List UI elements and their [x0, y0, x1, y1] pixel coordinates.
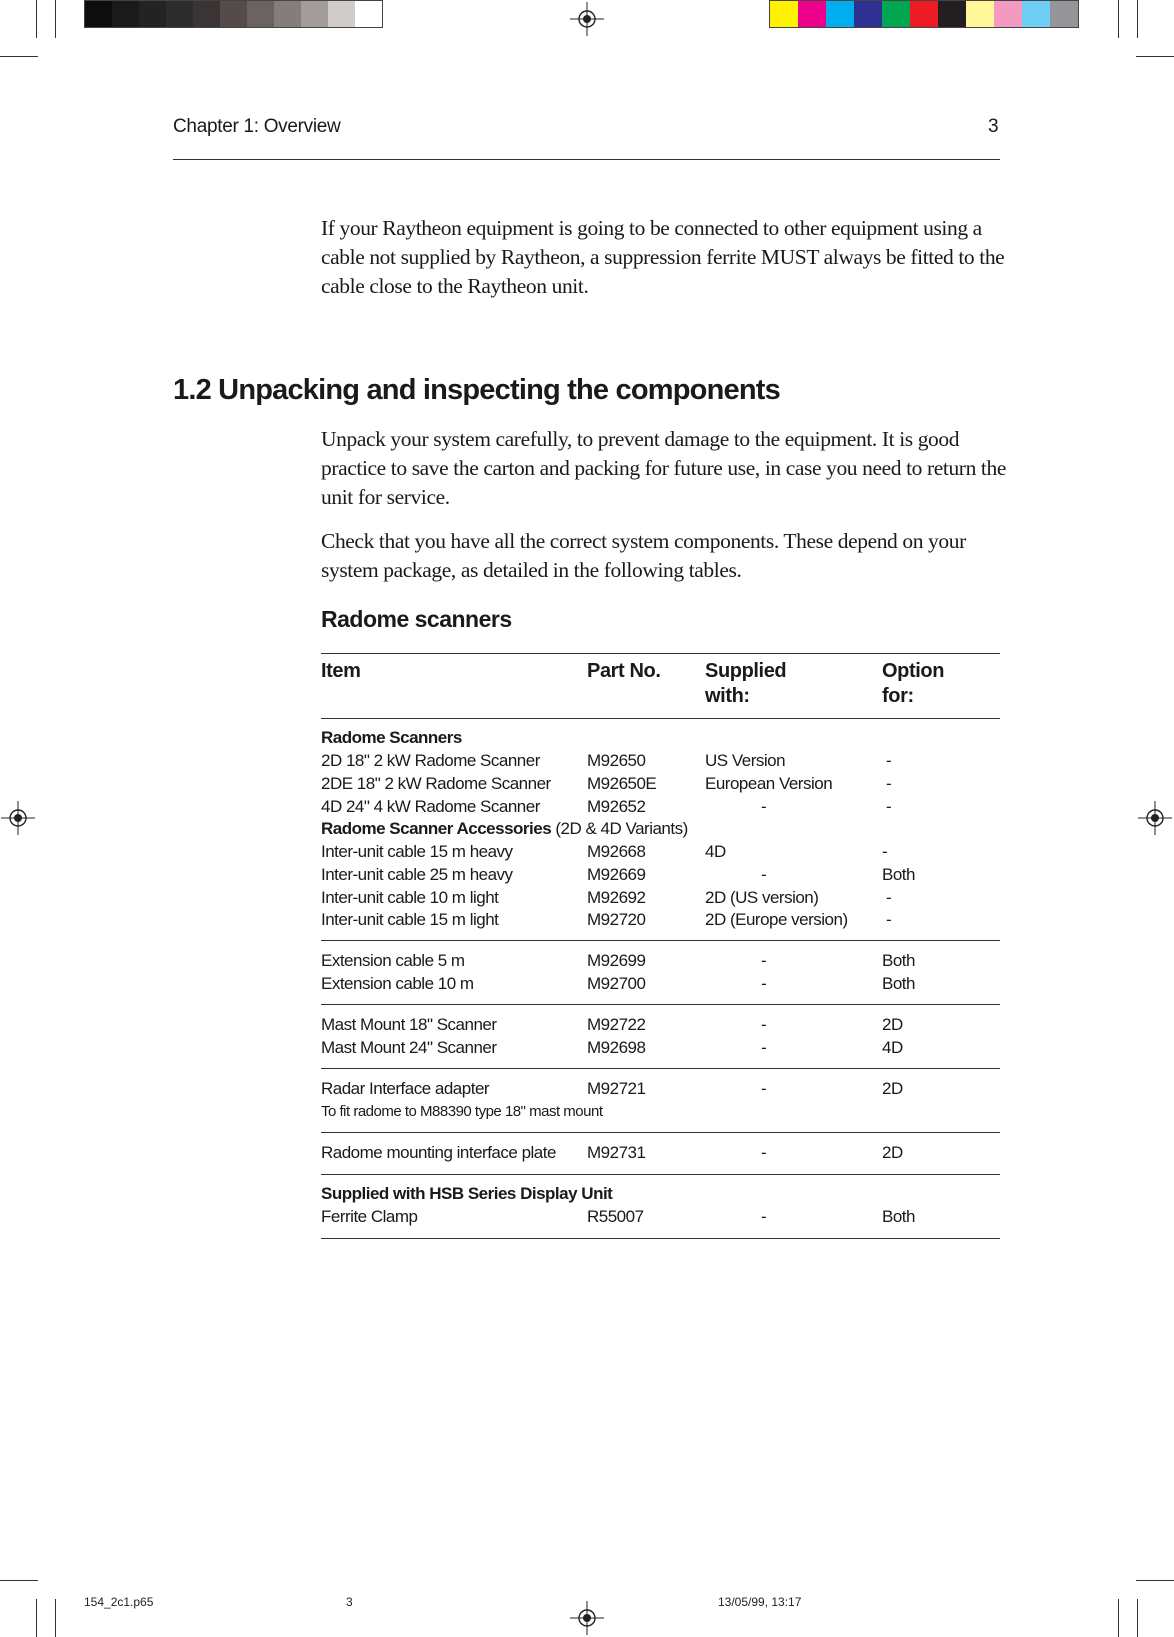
crop-mark: [36, 1599, 37, 1637]
crop-mark: [1118, 1599, 1119, 1637]
gray-swatch: [274, 1, 301, 27]
cell-part-no: M92699: [587, 951, 646, 970]
group-heading: Supplied with HSB Series Display Unit: [321, 1184, 613, 1203]
footer-filename: 154_2c1.p65: [84, 1595, 154, 1609]
table-row: [321, 796, 1000, 819]
gray-swatch: [112, 1, 139, 27]
color-swatch: [854, 1, 882, 27]
table-note-row: [321, 1101, 1000, 1124]
cell-option-for: Both: [882, 951, 915, 970]
color-swatch: [966, 1, 994, 27]
page-number: 3: [988, 116, 999, 137]
gray-swatch: [328, 1, 355, 27]
cell-option-for: -: [886, 888, 892, 907]
cell-part-no: M92650: [587, 751, 646, 770]
cell-supplied-with: -: [761, 1079, 767, 1098]
table-row: [321, 950, 1000, 973]
registration-mark-icon: [570, 2, 604, 36]
cell-part-no: R55007: [587, 1207, 644, 1226]
table-note: To fit radome to M88390 type 18" mast mount: [321, 1103, 603, 1120]
crop-mark: [36, 0, 37, 38]
cell-supplied-with: -: [761, 865, 767, 884]
column-header-part-no: Part No.: [587, 660, 661, 682]
table-divider: [321, 1174, 1000, 1175]
group-heading-row: [321, 727, 1000, 750]
crop-mark: [55, 0, 56, 38]
cell-option-for: Both: [882, 1207, 915, 1226]
color-swatch: [798, 1, 826, 27]
cell-part-no: M92668: [587, 842, 646, 861]
table-row: [321, 841, 1000, 864]
cell-supplied-with: 4D: [705, 842, 726, 861]
cell-supplied-with: 2D (US version): [705, 888, 819, 907]
gray-swatch: [166, 1, 193, 27]
table-divider: [321, 1132, 1000, 1133]
cell-option-for: 2D: [882, 1143, 903, 1162]
crop-mark: [55, 1599, 56, 1637]
crop-mark: [1118, 0, 1119, 38]
cell-option-for: -: [886, 910, 892, 929]
column-header-supplied-with: Supplied with:: [705, 660, 787, 707]
intro-paragraph: If your Raytheon equipment is going to be connected to other equipment using a cable not supplied by Raytheon, a suppression ferrite MUST always be fitted to the cable close to the Raytheon unit.: [321, 216, 1005, 298]
registration-mark-icon: [570, 1601, 604, 1635]
cell-item: Radome mounting interface plate: [321, 1143, 556, 1162]
color-swatch: [1050, 1, 1078, 27]
gray-swatch: [220, 1, 247, 27]
cell-item: 4D 24" 4 kW Radome Scanner: [321, 797, 540, 816]
crop-mark: [1137, 0, 1138, 38]
crop-mark: [1136, 56, 1174, 57]
cell-item: Inter-unit cable 10 m light: [321, 888, 499, 907]
group-heading-suffix: (2D & 4D Variants): [551, 819, 688, 838]
section-heading: 1.2 Unpacking and inspecting the components: [173, 374, 780, 406]
table-row: [321, 1014, 1000, 1037]
cell-part-no: M92650E: [587, 774, 657, 793]
cell-part-no: M92692: [587, 888, 646, 907]
footer-page: 3: [346, 1595, 353, 1609]
table-row: [321, 909, 1000, 932]
cell-part-no: M92669: [587, 865, 646, 884]
crop-mark: [1137, 1599, 1138, 1637]
group-heading-row: [321, 1183, 1000, 1206]
cell-supplied-with: -: [761, 1015, 767, 1034]
table-row: [321, 1037, 1000, 1060]
table-row: [321, 750, 1000, 773]
cell-option-for: 2D: [882, 1015, 903, 1034]
table-row: [321, 1078, 1000, 1101]
table-title: Radome scanners: [321, 606, 512, 632]
running-head: Chapter 1: Overview: [173, 116, 341, 137]
cell-supplied-with: 2D (Europe version): [705, 910, 848, 929]
footer-date: 13/05/99, 13:17: [718, 1595, 802, 1609]
color-swatch: [882, 1, 910, 27]
gray-swatch: [193, 1, 220, 27]
color-swatch: [826, 1, 854, 27]
cell-supplied-with: -: [761, 1038, 767, 1057]
cell-supplied-with: European Version: [705, 774, 833, 793]
table-row: [321, 1206, 1000, 1229]
section-paragraph-2: Check that you have all the correct system components. These depend on your system package, as detailed in the following tables.: [321, 529, 966, 582]
cell-option-for: -: [886, 774, 892, 793]
table-row: [321, 887, 1000, 910]
header-rule: [173, 159, 1000, 160]
cell-item: Mast Mount 18" Scanner: [321, 1015, 497, 1034]
cell-item: 2DE 18" 2 kW Radome Scanner: [321, 774, 551, 793]
table-row: [321, 973, 1000, 996]
cell-item: Inter-unit cable 15 m light: [321, 910, 499, 929]
table-row: [321, 864, 1000, 887]
cell-option-for: -: [886, 797, 892, 816]
section-paragraph-1: Unpack your system carefully, to prevent damage to the equipment. It is good practice to save the carton and packing for future use, in case you need to return the unit for service.: [321, 427, 1006, 509]
cell-item: Ferrite Clamp: [321, 1207, 418, 1226]
color-swatch: [994, 1, 1022, 27]
table-divider: [321, 940, 1000, 941]
gray-calibration-bar: [84, 0, 383, 28]
cell-supplied-with: -: [761, 951, 767, 970]
crop-mark: [0, 1580, 38, 1581]
table-row: [321, 1142, 1000, 1165]
cell-part-no: M92700: [587, 974, 646, 993]
group-heading-row: [321, 818, 1000, 841]
registration-mark-icon: [1, 801, 35, 835]
cell-part-no: M92652: [587, 797, 646, 816]
cell-item: Inter-unit cable 25 m heavy: [321, 865, 513, 884]
cell-item: Radar Interface adapter: [321, 1079, 490, 1098]
table-row: [321, 773, 1000, 796]
table-bottom-rule: [321, 1238, 1000, 1239]
color-calibration-bar: [769, 0, 1079, 28]
table-divider: [321, 1068, 1000, 1069]
cell-supplied-with: -: [761, 1143, 767, 1162]
group-heading: Radome Scanners: [321, 728, 462, 747]
table-top-rule: [321, 653, 1000, 654]
cell-part-no: M92721: [587, 1079, 646, 1098]
cell-option-for: Both: [882, 865, 915, 884]
color-swatch: [910, 1, 938, 27]
crop-mark: [1136, 1580, 1174, 1581]
cell-part-no: M92720: [587, 910, 646, 929]
cell-supplied-with: -: [761, 974, 767, 993]
cell-part-no: M92731: [587, 1143, 646, 1162]
table-divider: [321, 1004, 1000, 1005]
cell-option-for: Both: [882, 974, 915, 993]
cell-item: Inter-unit cable 15 m heavy: [321, 842, 513, 861]
group-heading-bold: Radome Scanner Accessories: [321, 819, 552, 838]
cell-supplied-with: US Version: [705, 751, 786, 770]
cell-option-for: -: [882, 842, 888, 861]
cell-option-for: 2D: [882, 1079, 903, 1098]
cell-item: Extension cable 5 m: [321, 951, 465, 970]
crop-mark: [0, 56, 38, 57]
gray-swatch: [355, 1, 382, 27]
cell-option-for: 4D: [882, 1038, 903, 1057]
color-swatch: [938, 1, 966, 27]
header-rule: [321, 718, 1000, 719]
color-swatch: [1022, 1, 1050, 27]
cell-part-no: M92722: [587, 1015, 646, 1034]
column-header-item: Item: [321, 660, 361, 682]
cell-item: Extension cable 10 m: [321, 974, 474, 993]
column-header-option-for: Option for:: [882, 660, 945, 707]
cell-supplied-with: -: [761, 797, 767, 816]
gray-swatch: [139, 1, 166, 27]
cell-option-for: -: [886, 751, 892, 770]
cell-item: 2D 18" 2 kW Radome Scanner: [321, 751, 540, 770]
gray-swatch: [301, 1, 328, 27]
color-swatch: [770, 1, 798, 27]
group-heading: [321, 818, 688, 841]
cell-supplied-with: -: [761, 1207, 767, 1226]
gray-swatch: [247, 1, 274, 27]
registration-mark-icon: [1138, 801, 1172, 835]
gray-swatch: [85, 1, 112, 27]
cell-item: Mast Mount 24" Scanner: [321, 1038, 497, 1057]
cell-part-no: M92698: [587, 1038, 646, 1057]
